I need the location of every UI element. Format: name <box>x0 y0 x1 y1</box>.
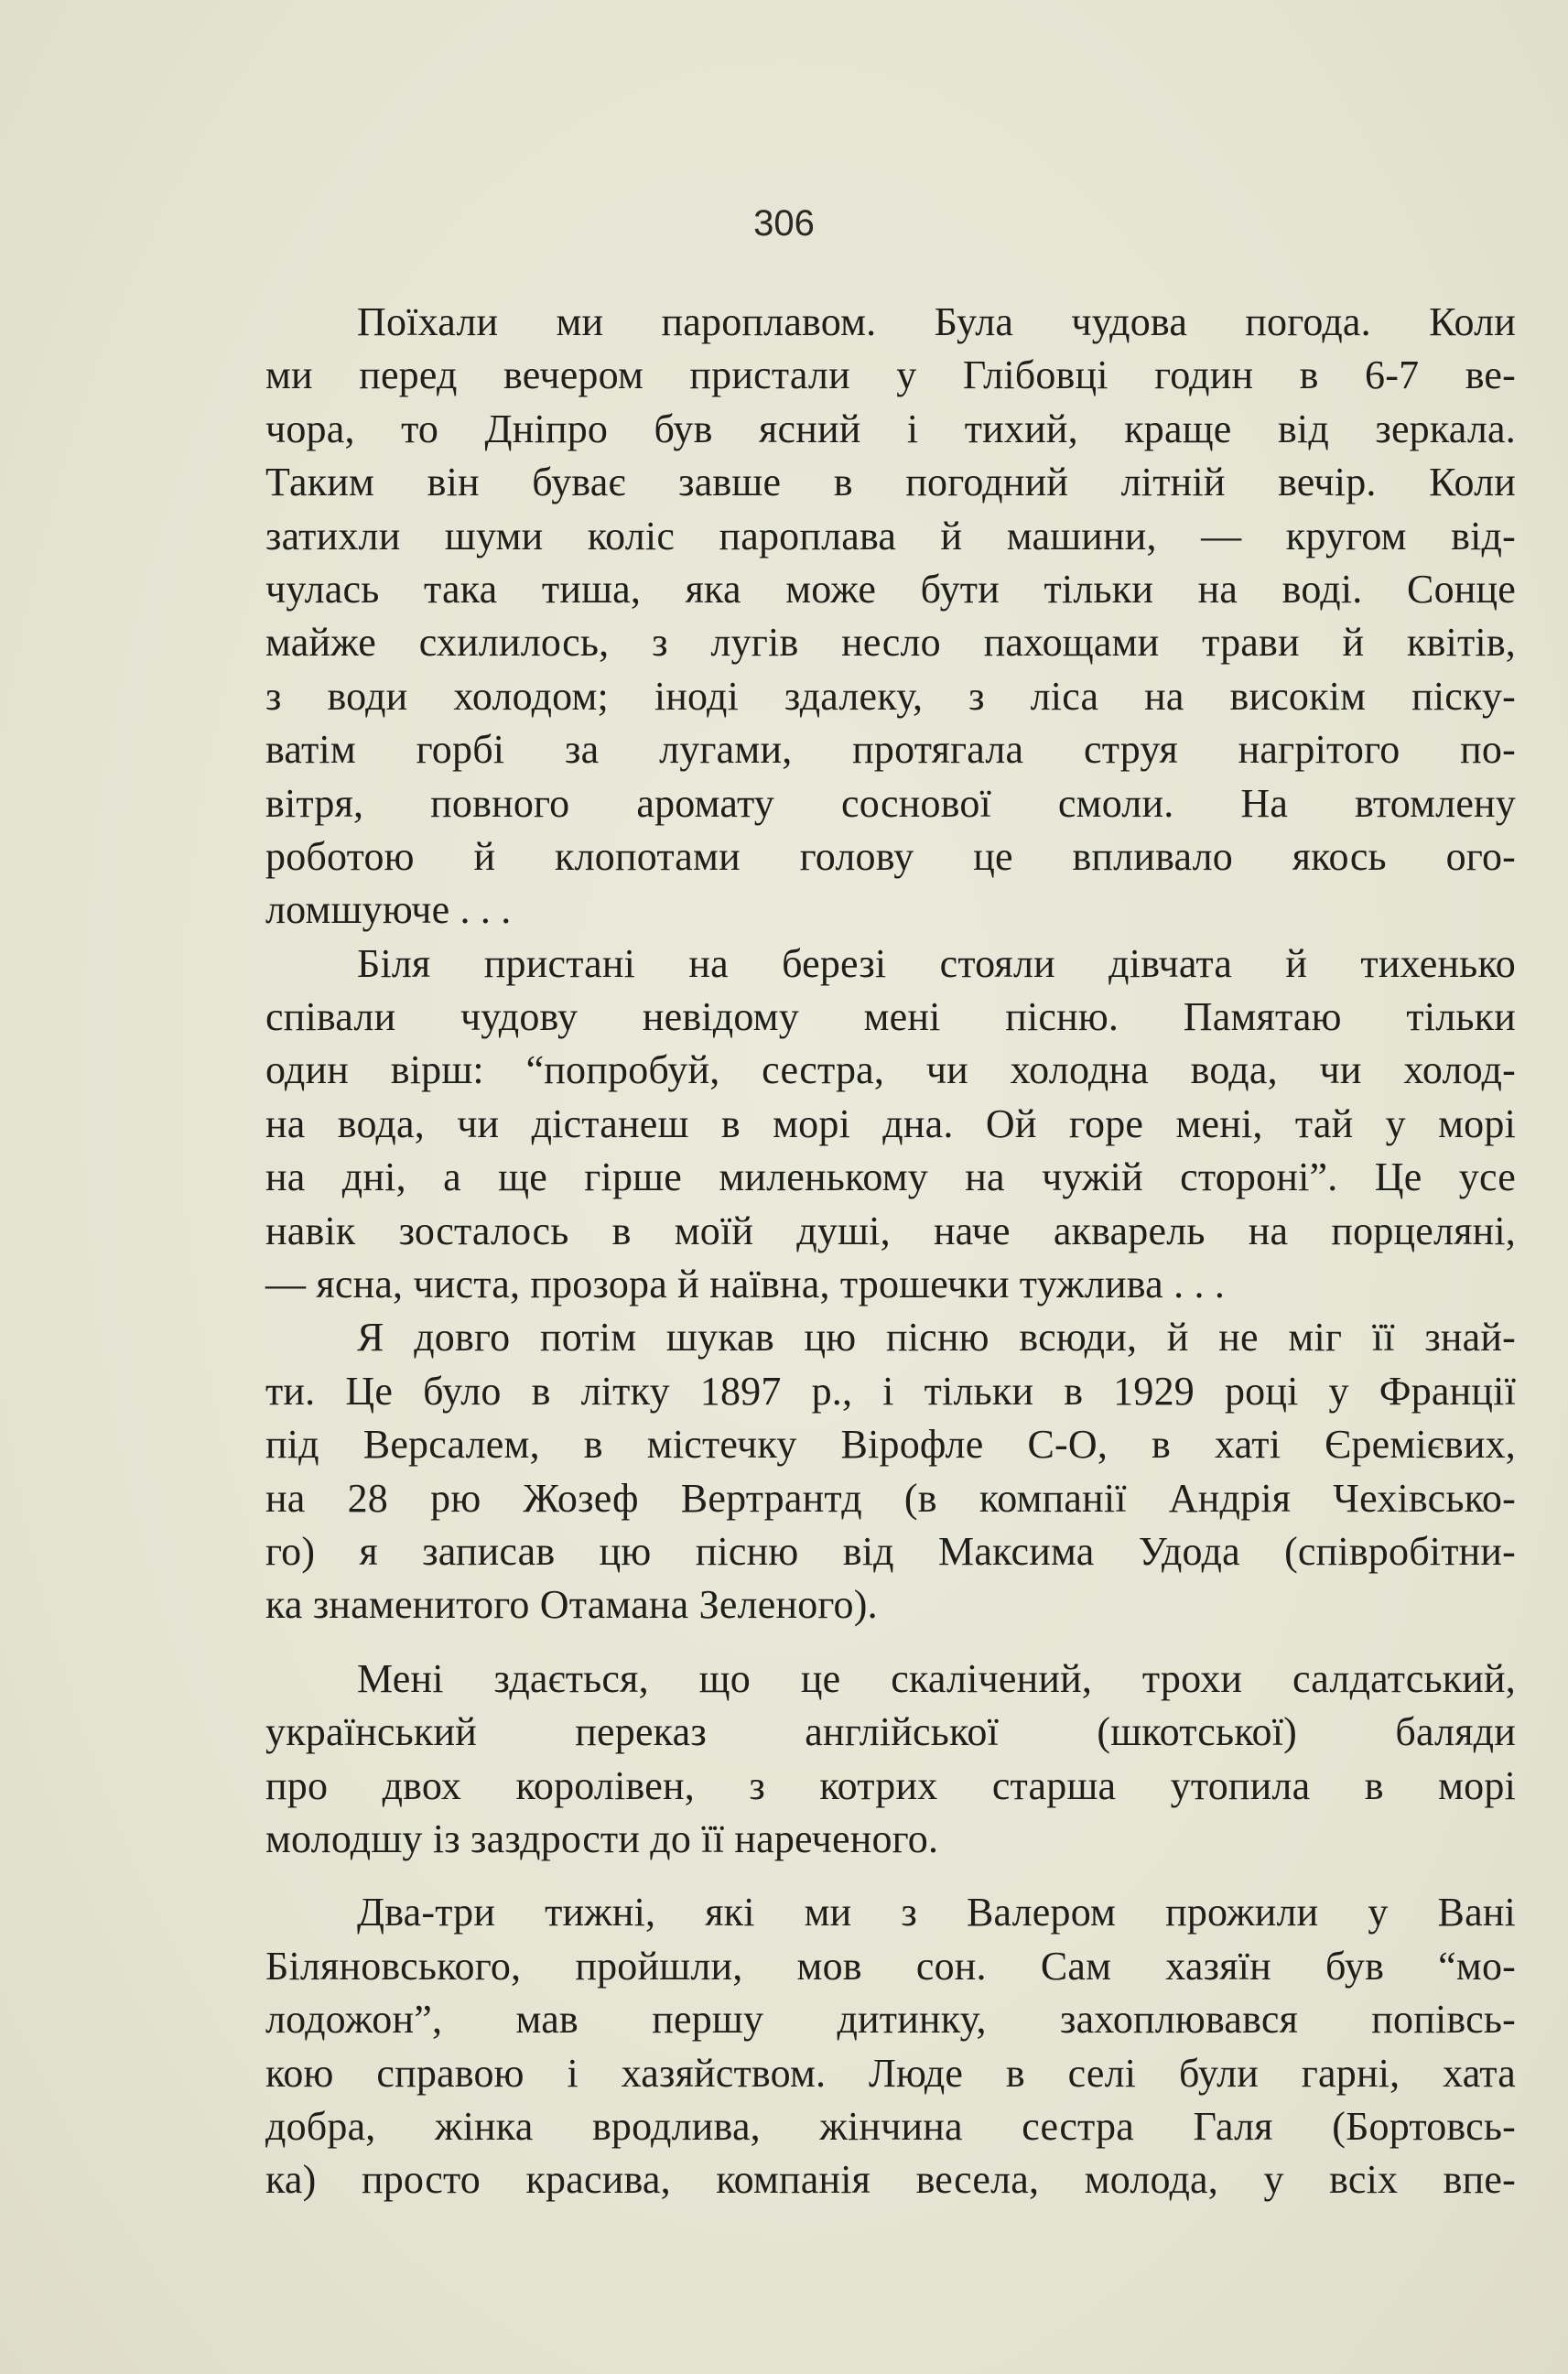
paragraph-3 <box>265 1311 1516 1631</box>
text-line: ми перед вечером пристали у Глібовці годин в 6-7 ве- <box>265 352 1516 398</box>
text-line: Таким він буває завше в погодний літній вечір. Коли <box>265 460 1516 505</box>
text-line: кою справою і хазяйством. Люде в селі були гарні, хата <box>265 2050 1516 2096</box>
text-line: вітря, повного аромату соснової смоли. На втомлену <box>265 780 1516 826</box>
text-line: Поїхали ми пароплавом. Була чудова погода. Коли <box>357 299 1516 344</box>
text-line: ломшуюче . . . <box>265 887 512 933</box>
text-line: го) я записав цю пісню від Максима Удода (співробітни- <box>265 1528 1516 1574</box>
text-line: під Версалем, в містечку Вірофле С-О, в хаті Єремієвих, <box>265 1422 1516 1468</box>
text-line: лодожон”, мав першу дитинку, захоплювався попівсь- <box>265 1997 1516 2043</box>
text-line: Два-три тижні, які ми з Валером прожили у Вані <box>357 1890 1516 1935</box>
text-line: навік зосталось в моїй душі, наче акварель на порцеляні, <box>265 1208 1516 1253</box>
text-line: ватім горбі за лугами, протягала струя нагрітого по- <box>265 727 1516 773</box>
text-line: майже схилилось, з лугів несло пахощами трави й квітів, <box>265 620 1516 666</box>
text-line: ти. Це було в літку 1897 р., і тільки в 1929 році у Франції <box>265 1368 1516 1414</box>
paragraph-5 <box>265 1886 1516 2206</box>
text-line: на 28 рю Жозеф Вертрантд (в компанії Андрія Чехівсько- <box>265 1475 1516 1521</box>
text-line: ка знаменитого Отамана Зеленого). <box>265 1582 878 1628</box>
text-line: чулась така тиша, яка може бути тільки на воді. Сонце <box>265 566 1516 612</box>
body-text <box>265 296 1516 2207</box>
paragraph-4 <box>265 1653 1516 1867</box>
text-line: Мені здається, що це скалічений, трохи салдатський, <box>357 1655 1516 1701</box>
text-line: про двох королівен, з котрих старша утопила в морі <box>265 1762 1516 1808</box>
text-line: Біляновського, пройшли, мов сон. Сам хазяїн був “мо- <box>265 1943 1516 1989</box>
paragraph-1 <box>265 296 1516 938</box>
text-line: один вірш: “попробуй, сестра, чи холодна вода, чи холод- <box>265 1047 1516 1093</box>
text-line: Я довго потім шукав цю пісню всюди, й не міг її знай- <box>357 1315 1516 1360</box>
text-line: роботою й клопотами голову це впливало якось ого- <box>265 833 1516 879</box>
text-line: добра, жінка вродлива, жінчина сестра Галя (Бортовсь- <box>265 2103 1516 2149</box>
text-line: на дні, а ще гірше миленькому на чужій стороні”. Це усе <box>265 1154 1516 1200</box>
text-line: затихли шуми коліс пароплава й машини, — кругом від- <box>265 513 1516 558</box>
text-line: Біля пристані на березі стояли дівчата й тихенько <box>357 940 1516 986</box>
text-line: з води холодом; іноді здалеку, з ліса на високім піску- <box>265 673 1516 719</box>
text-line: молодшу із заздрости до її нареченого. <box>265 1816 939 1861</box>
text-line: на вода, чи дістанеш в морі дна. Ой горе мені, тай у морі <box>265 1100 1516 1146</box>
page-number: 306 <box>753 203 815 244</box>
text-line: співали чудову невідому мені пісню. Памятаю тільки <box>265 994 1516 1040</box>
text-line: ка) просто красива, компанія весела, молода, у всіх впе- <box>265 2157 1516 2203</box>
text-line: чора, то Дніпро був ясний і тихий, краще від зеркала. <box>265 406 1516 451</box>
text-line: український переказ англійської (шкотської) баляди <box>265 1709 1516 1755</box>
paragraph-2 <box>265 938 1516 1312</box>
text-line: — ясна, чиста, прозора й наївна, трошечки тужлива . . . <box>265 1262 1226 1307</box>
